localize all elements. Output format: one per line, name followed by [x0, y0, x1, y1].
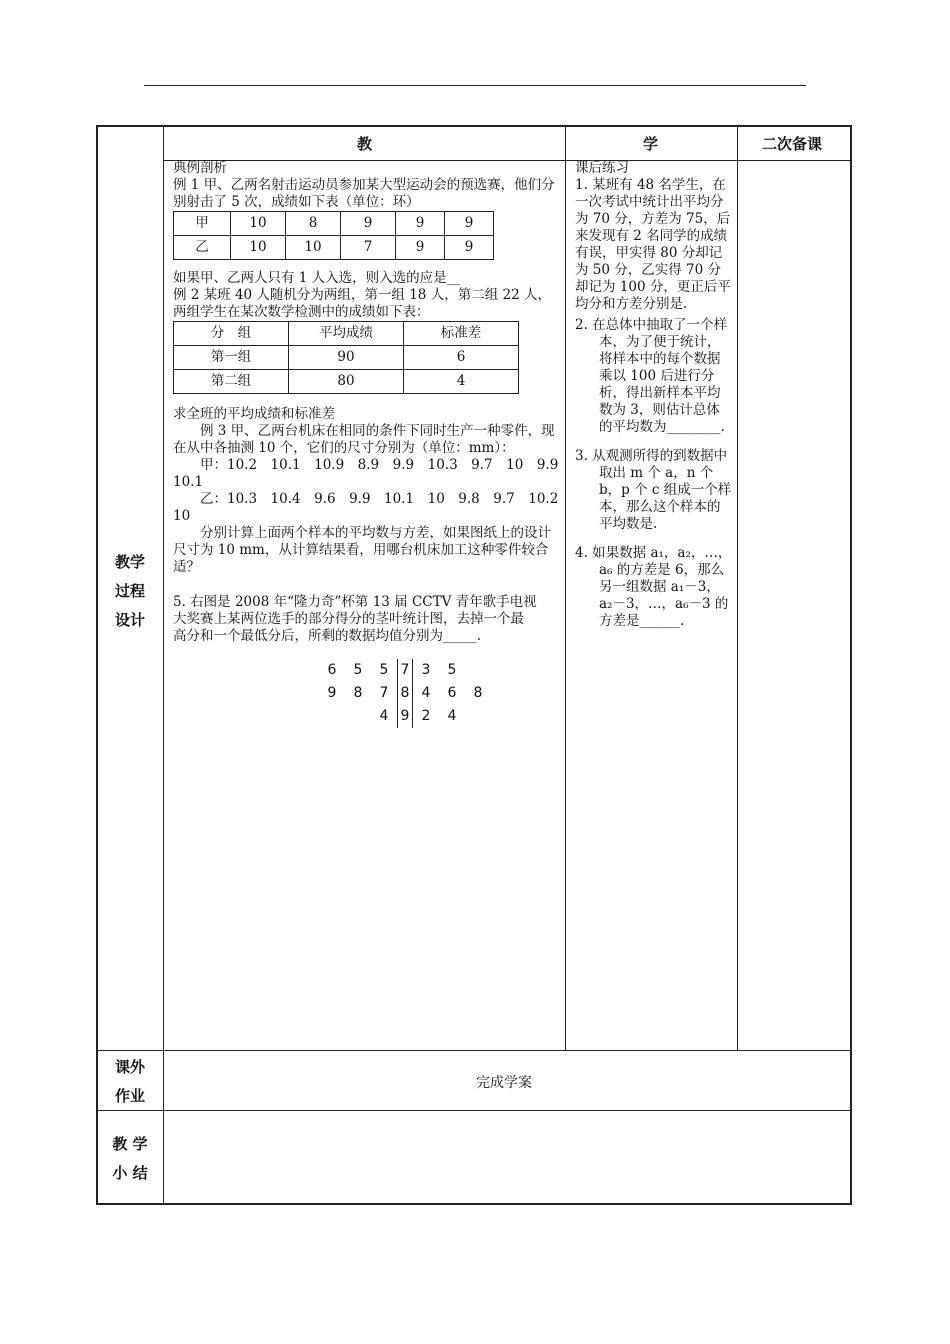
- exercise-1: 1. 某班有 48 名学生，在一次考试中统计出平均分为 70 分，方差为 75，后来发现有 2 名同学的成绩有误，甲实得 80 分却记为 50 分，乙实得 70 分却记为 100 分，更正后平均分和方差分别是.: [575, 177, 731, 312]
- example-2-table: [173, 321, 519, 394]
- header-prep: 二次备课: [762, 135, 823, 153]
- col-divider-3: [737, 125, 738, 1050]
- example-5-line-3: 高分和一个最低分后，所剩的数据均值分别为_____.: [173, 628, 482, 644]
- section-title: 典例剖析: [173, 160, 227, 176]
- table-row: 乙 10 10 7 9 9: [174, 236, 494, 260]
- col-divider-2: [565, 125, 566, 1050]
- top-rule: [144, 85, 806, 86]
- col-divider-1: [163, 125, 164, 1050]
- side-label-homework: 课外 作业: [114, 1058, 145, 1105]
- example-3-data-b: 乙：10.3 10.4 9.6 9.9 10.1 10 9.8 9.7 10.2 10: [173, 491, 572, 524]
- exercise-3: 3. 从观测所得的到数据中取出 m 个 a，n 个 b，p 个 c 组成一个样本，那么这个样本的平均数是.: [575, 448, 732, 532]
- learning-content: [575, 160, 732, 630]
- teaching-content: [173, 160, 572, 728]
- example-5-line-1: 5. 右图是 2008 年“隆力奇”杯第 13 届 CCTV 青年歌手电视: [173, 594, 537, 610]
- row-rule-1: [96, 1050, 852, 1051]
- example-2-question: 求全班的平均成绩和标准差: [173, 406, 335, 422]
- example-5-line-2: 大奖赛上某两位选手的部分得分的茎叶统计图，去掉一个最: [173, 611, 524, 627]
- stem-leaf-plot: [319, 659, 563, 728]
- example-1-text: 例 1 甲、乙两名射击运动员参加某大型运动会的预选赛，他们分别射击了 5 次，成绩如下表（单位：环）: [173, 177, 555, 210]
- example-3-question: 分别计算上面两个样本的平均数与方差，如果图纸上的设计尺寸为 10 mm，从计算结果看，用哪台机床加工这种零件较合适？: [173, 525, 551, 575]
- stem-leaf-row: 6 5 5 7 3 5: [319, 659, 563, 682]
- col-divider-bottom: [163, 1050, 164, 1205]
- exercise-2: 2. 在总体中抽取了一个样本，为了便于统计，将样本中的每个数据乘以 100 后进行分析，得出新样本平均数为 3，则估计总体的平均数为________.: [575, 317, 728, 435]
- example-1-question: 如果甲、乙两人只有 1 人入选，则入选的应是__: [173, 270, 461, 286]
- side-label-summary: 教 学 小 结: [112, 1135, 148, 1182]
- table-row: 甲 10 8 9 9 9: [174, 212, 494, 236]
- header-learn: 学: [643, 135, 659, 153]
- example-3-text: 例 3 甲、乙两台机床在相同的条件下同时生产一种零件，现在从中各抽测 10 个，它们的尺寸分别为（单位：mm）：: [173, 423, 555, 456]
- table-row: 第二组 80 4: [174, 370, 519, 394]
- exercise-4: 4. 如果数据 a₁，a₂，…，a₆ 的方差是 6，那么另一组数据 a₁－3，a₂－3，…，a₆－3 的方差是______.: [575, 545, 732, 629]
- example-3-data-a: 甲：10.2 10.1 10.9 8.9 9.9 10.3 9.7 10 9.9 10.1: [173, 457, 572, 490]
- stem-leaf-row: 4 9 2 4: [319, 705, 563, 728]
- stem-leaf-row: 9 8 7 8 4 6 8: [319, 682, 563, 705]
- header-teach: 教: [357, 135, 373, 153]
- example-1-table: [173, 211, 494, 260]
- row-rule-2: [96, 1110, 852, 1111]
- homework-text: 完成学案: [476, 1075, 532, 1091]
- side-label-process: 教学 过程 设计: [114, 553, 145, 629]
- example-2-text: 例 2 某班 40 人随机分为两组，第一组 18 人，第二组 22 人，两组学生在某次数学检测中的成绩如下表：: [173, 287, 551, 320]
- table-row: 分 组 平均成绩 标准差: [174, 322, 519, 346]
- table-row: 第一组 90 6: [174, 346, 519, 370]
- exercise-title: 课后练习: [575, 160, 629, 176]
